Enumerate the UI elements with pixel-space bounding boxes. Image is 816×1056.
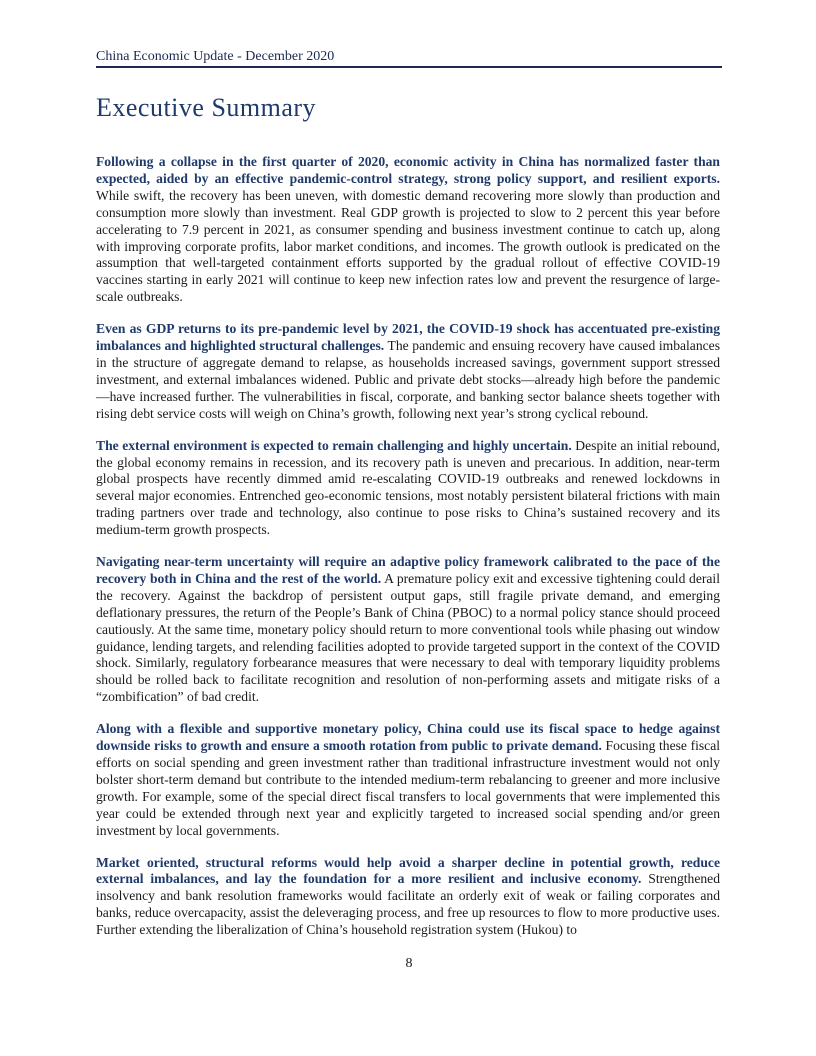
paragraph-2-body: The pandemic and ensuing recovery have caused imbalances in the structure of aggregate demand to relapse, as households increased savings, government support stressed investment, and external imbalances widened. Public and private debt stocks—already high before the pandemic—have increased further. The vulnerabilities in fiscal, corporate, and banking sector balance sheets together with rising debt service costs will weigh on China’s growth, following next year’s strong cyclical rebound.	[96, 338, 720, 421]
paragraph-2-lead: Even as GDP returns to its pre-pandemic level by 2021, the COVID-19 shock has accentuated pre-existing imbalances and highlighted structural challenges.	[96, 321, 720, 354]
paragraph-3	[96, 438, 720, 539]
paragraph-6-body: Strengthened insolvency and bank resolution frameworks would facilitate an orderly exit of weak or failing corporates and banks, reduce overcapacity, assist the deleveraging process, and free up resources to flow to more productive uses. Further extending the liberalization of China’s household registration system (Hukou) to	[96, 871, 721, 938]
paragraph-1	[96, 154, 720, 306]
paragraph-3-lead: The external environment is expected to remain challenging and highly uncertain.	[96, 437, 572, 453]
paragraph-5-body: Focusing these fiscal efforts on social spending and green investment rather than traditional infrastructure investment would not only bolster short-term demand but contribute to the intended medium-term rebalancing to greener and more inclusive growth. For example, some of the special direct fiscal transfers to local governments that were implemented this year could be extended through next year and explicitly targeted to increased social spending and/or green investment by local governments.	[96, 738, 721, 838]
paragraph-1-lead: Following a collapse in the first quarter of 2020, economic activity in China has normalized faster than expected, aided by an effective pandemic-control strategy, strong policy support, and resilient exports.	[96, 154, 720, 186]
document-body	[96, 154, 720, 954]
paragraph-5-lead: Along with a flexible and supportive monetary policy, China could use its fiscal space to hedge against downside risks to growth and ensure a smooth rotation from public to private demand.	[96, 721, 720, 754]
running-header: China Economic Update - December 2020	[96, 49, 335, 64]
header-rule	[96, 66, 722, 68]
paragraph-4	[96, 554, 720, 706]
paragraph-4-lead: Navigating near-term uncertainty will require an adaptive policy framework calibrated to the pace of the recovery both in China and the rest of the world.	[96, 554, 720, 586]
paragraph-2	[96, 321, 720, 422]
paragraph-5	[96, 721, 720, 839]
paragraph-3-body: Despite an initial rebound, the global economy remains in recession, and its recovery path is uneven and precarious. In addition, near-term global prospects have recently dimmed amid re-escalating COVID-19 outbreaks and renewed lockdowns in several major economies. Entrenched geo-economic tensions, most notably persistent bilateral frictions with main trading partners over trade and technology, also continue to pose risks to China’s sustained recovery and its medium-term growth prospects.	[96, 437, 720, 538]
page-number: 8	[405, 956, 413, 971]
page-title: Executive Summary	[96, 93, 317, 122]
paragraph-6	[96, 855, 720, 940]
paragraph-6-lead: Market oriented, structural reforms would help avoid a sharper decline in potential growth, reduce external imbalances, and lay the foundation for a more resilient and inclusive economy.	[96, 854, 720, 887]
paragraph-4-body: A premature policy exit and excessive tightening could derail the recovery. Against the backdrop of persistent output gaps, still fragile private demand, and emerging deflationary pressures, the return of the People’s Bank of China (PBOC) to a normal policy stance should proceed cautiously. At the same time, monetary policy should return to more conventional tools while phasing out window guidance, lending targets, and relending facilities adopted to provide targeted support in the context of the COVID shock. Similarly, regulatory forbearance measures that were necessary to deal with temporary liquidity problems should be rolled back to facilitate recognition and resolution of non-performing assets and mitigate risks of a “zombification” of bad credit.	[96, 570, 720, 705]
paragraph-1-body: While swift, the recovery has been uneven, with domestic demand recovering more slowly than production and consumption more slowly than investment. Real GDP growth is projected to slow to 2 percent this year before accelerating to 7.9 percent in 2021, as consumer spending and business investment continue to catch up, along with improving corporate profits, labor market conditions, and incomes. The growth outlook is predicated on the assumption that well-targeted containment efforts supported by the gradual rollout of effective COVID-19 vaccines starting in early 2021 will continue to keep new infection rates low and prevent the resurgence of large-scale outbreaks.	[96, 187, 720, 305]
